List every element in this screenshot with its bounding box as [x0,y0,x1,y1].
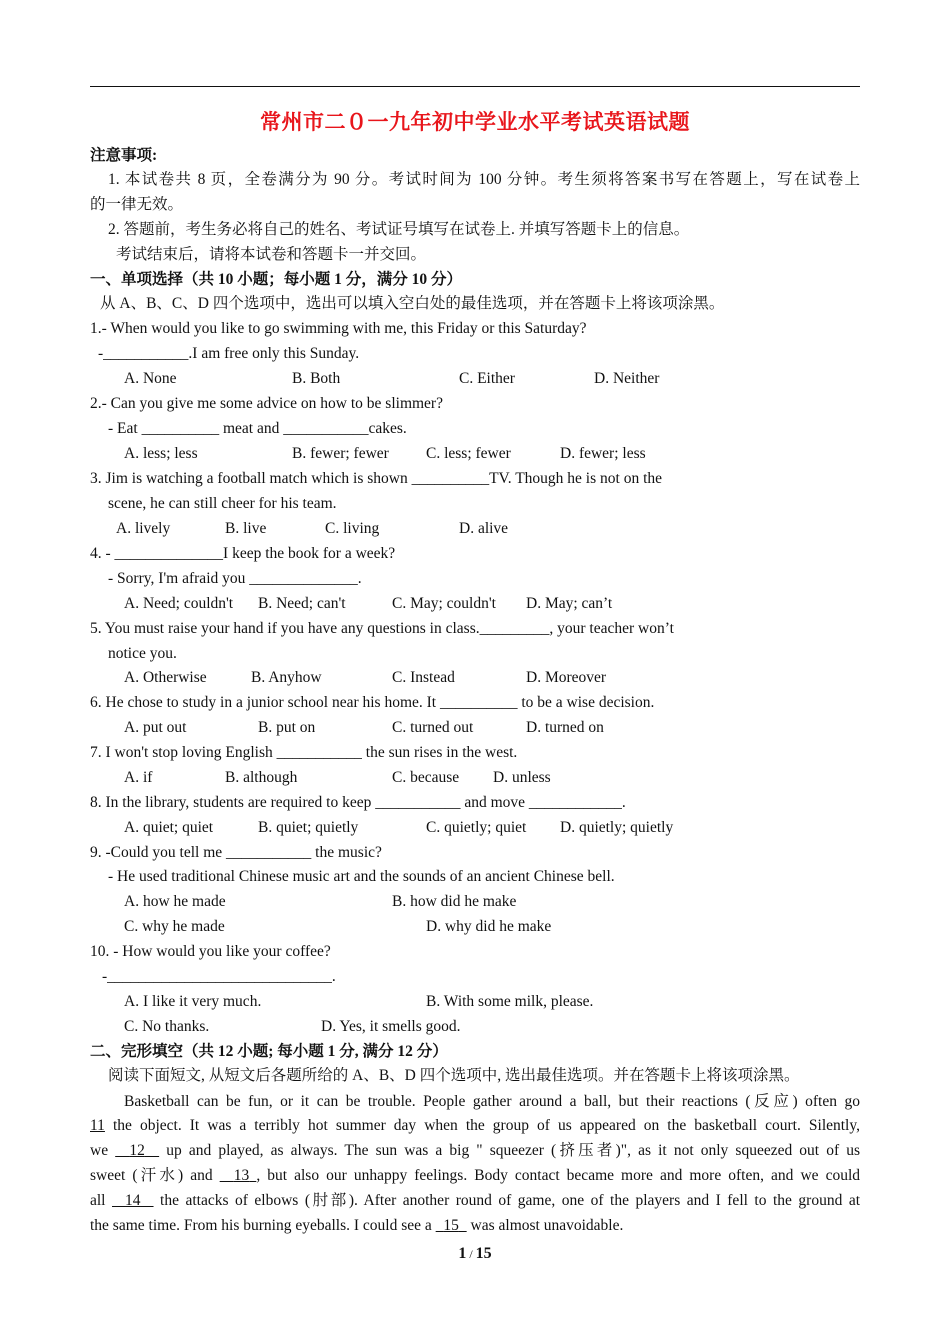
q2-response: - Eat __________ meat and ___________cakes. [108,420,407,437]
q3-stem: 3. Jim is watching a football match which is shown __________TV. Though he is not on the [90,470,663,487]
note-1: 1. 本试卷共 8 页，全卷满分为 90 分。考试时间为 100 分钟。考生须将答案书写在答题上，写在试卷上 [108,171,860,188]
q5-option-a: A. Otherwise [124,669,207,686]
q4-option-a: A. Need; couldn't [124,595,234,612]
passage-line-6-text-b: was almost unavoidable. [466,1217,624,1234]
q2-option-b: B. fewer; fewer [292,445,389,462]
q7-option-a: A. if [124,769,153,786]
section-2-instruction: 阅读下面短文, 从短文后各题所给的 A、B、D 四个选项中, 选出最佳选项。并在答题卡上将该项涂黑。 [108,1067,800,1084]
passage-line-3-text-b: up and played, as always. The sun was a big " squeezer (挤压者)", as it not only squeezed out of us [159,1142,861,1159]
passage-line-4-text-b: , but also our unhappy feelings. Body contact became more and more often, and we could [256,1167,861,1184]
notes-heading: 注意事项: [90,147,158,164]
q7-stem: 7. I won't stop loving English ___________ the sun rises in the west. [90,744,518,761]
q8-option-d: D. quietly; quietly [560,819,674,836]
section-1-heading: 一、单项选择（共 10 小题；每小题 1 分，满分 10 分） [90,271,463,288]
q5-option-d: D. Moreover [526,669,607,686]
q2-option-a: A. less; less [124,445,198,462]
q2-option-c: C. less; fewer [426,445,511,462]
note-3: 考试结束后，请将本试卷和答题卡一并交回。 [116,246,427,263]
passage-line-6 [90,1216,623,1236]
passage-line-3 [90,1141,860,1161]
q5-stem-cont: notice you. [108,645,177,662]
q3-stem-cont: scene, he can still cheer for his team. [108,495,337,512]
q1-option-d: D. Neither [594,370,660,387]
passage-line-3-text-a: we [90,1142,116,1159]
top-rule [90,86,860,87]
q5-option-b: B. Anyhow [251,669,322,686]
passage-line-6-text-a: the same time. From his burning eyeballs. I could see a [90,1217,436,1234]
q3-option-a: A. lively [116,520,171,537]
q8-option-c: C. quietly; quiet [426,819,527,836]
q9-option-a: A. how he made [124,893,226,910]
q6-option-c: C. turned out [392,719,474,736]
q1-response: -___________.I am free only this Sunday. [98,345,360,362]
passage-line-2-text: the object. It was a terribly hot summer day when the group of us appeared on the basketball court. Silently, [104,1117,860,1134]
q10-option-b: B. With some milk, please. [426,993,594,1010]
q10-option-c: C. No thanks. [124,1018,210,1035]
blank-12: 12 [129,1142,145,1159]
q10-stem: 10. - How would you like your coffee? [90,943,331,960]
q8-stem: 8. In the library, students are required to keep ___________ and move ____________. [90,794,626,811]
page-title: 常州市二０一九年初中学业水平考试英语试题 [260,110,690,134]
q6-stem: 6. He chose to study in a junior school near his home. It __________ to be a wise decision. [90,694,655,711]
q9-option-b: B. how did he make [392,893,517,910]
q8-option-a: A. quiet; quiet [124,819,214,836]
q2-option-d: D. fewer; less [560,445,646,462]
q3-option-d: D. alive [459,520,509,537]
q9-option-c: C. why he made [124,918,225,935]
q1-stem: 1.- When would you like to go swimming with me, this Friday or this Saturday? [90,320,587,337]
blank-11: 11 [90,1117,105,1134]
q4-option-d: D. May; can’t [526,595,613,612]
q10-option-a: A. I like it very much. [124,993,262,1010]
passage-line-5 [90,1191,860,1211]
blank-13: 13 [233,1167,250,1184]
q9-response: - He used traditional Chinese music art and the sounds of an ancient Chinese bell. [108,868,615,885]
q9-stem: 9. -Could you tell me ___________ the music? [90,844,382,861]
note-1-cont: 的一律无效。 [90,196,184,213]
q7-option-c: C. because [392,769,460,786]
q1-option-c: C. Either [459,370,515,387]
q7-option-d: D. unless [493,769,551,786]
q3-option-b: B. live [225,520,267,537]
current-page: 1 [458,1245,467,1262]
q9-option-d: D. why did he make [426,918,552,935]
q4-response: - Sorry, I'm afraid you ______________. [108,570,362,587]
section-1-instruction: 从 A、B、C、D 四个选项中，选出可以填入空白处的最佳选项，并在答题卡上将该项涂黑。 [100,295,725,312]
passage-line-4 [90,1166,860,1186]
q5-option-c: C. Instead [392,669,455,686]
q7-option-b: B. although [225,769,298,786]
q3-option-c: C. living [325,520,380,537]
q4-option-b: B. Need; can't [258,595,346,612]
q2-stem: 2.- Can you give me some advice on how to be slimmer? [90,395,443,412]
q5-stem: 5. You must raise your hand if you have any questions in class._________, your teacher won’t [90,620,674,637]
q8-option-b: B. quiet; quietly [258,819,359,836]
page-number [0,1245,950,1263]
q6-option-b: B. put on [258,719,316,736]
q1-option-a: A. None [124,370,177,387]
passage-line-2 [90,1116,860,1136]
q10-option-d: D. Yes, it smells good. [321,1018,461,1035]
blank-14: 14 [125,1192,141,1209]
q4-option-c: C. May; couldn't [392,595,496,612]
q6-option-a: A. put out [124,719,187,736]
q10-response: -_____________________________. [102,968,336,985]
passage-line-5-text-a: all [90,1192,112,1209]
note-2: 2. 答题前，考生务必将自己的姓名、考试证号填写在试卷上. 并填写答题卡上的信息。 [108,221,690,238]
passage-line-4-text-a: sweet (汗水) and [90,1167,220,1184]
passage-line-5-text-b: the attacks of elbows (肘部). After another round of game, one of the players and I fell to the ground at [153,1192,861,1209]
q1-option-b: B. Both [292,370,341,387]
section-2-heading: 二、完形填空（共 12 小题; 每小题 1 分, 满分 12 分） [90,1043,448,1060]
total-pages: 15 [475,1245,492,1262]
blank-15: 15 [443,1217,459,1234]
passage-line-1: Basketball can be fun, or it can be trouble. People gather around a ball, but their reactions (反应) often go [124,1093,860,1110]
q6-option-d: D. turned on [526,719,604,736]
q4-stem: 4. - ______________I keep the book for a week? [90,545,396,562]
page-separator: / [469,1247,473,1261]
